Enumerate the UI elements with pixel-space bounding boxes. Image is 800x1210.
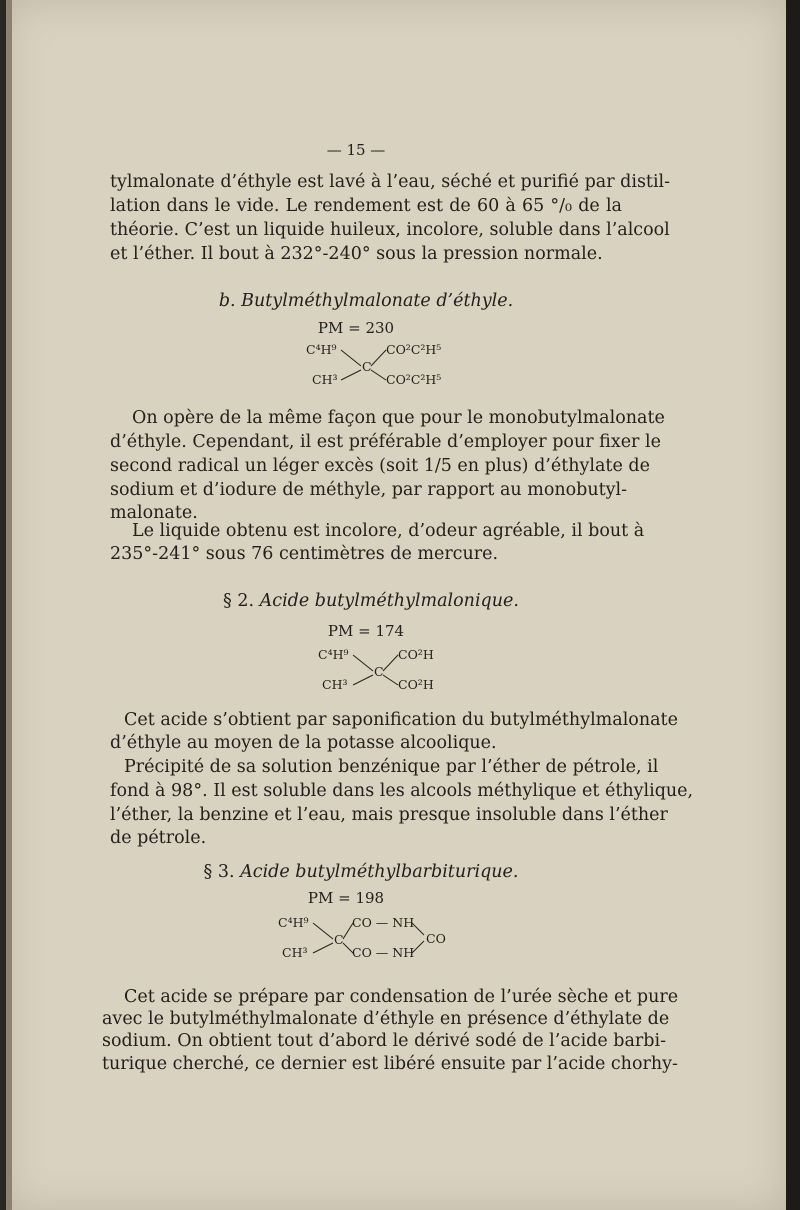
section-2-title-text: Acide butylméthylmalonique. (259, 591, 519, 611)
section-2-title (206, 591, 536, 611)
intro-line-3: théorie. C’est un liquide huileux, incolore, soluble dans l’alcool (110, 220, 670, 240)
section-3-p1-line-1: Cet acide se prépare par condensation de l’urée sèche et pure (124, 987, 679, 1007)
section-b-p1-line-4: sodium et d’iodure de méthyle, par rapport au monobutyl- (110, 480, 628, 500)
section-2-p1-line-1: Cet acide s’obtient par saponification du butylméthylmalonate (124, 710, 678, 730)
section-3-title-text: Acide butylméthylbarbiturique. (240, 862, 519, 882)
page-left-edge (6, 0, 12, 1210)
book-page (6, 0, 786, 1210)
section-b-p1-line-1: On opère de la même façon que pour le monobutylmalonate (132, 408, 665, 428)
formula-right-bottom: CO²H (398, 677, 434, 692)
formula-left-bottom: CH³ (282, 945, 308, 960)
section-b-p1-line-3: second radical un léger excès (soit 1/5 en plus) d’éthylate de (110, 456, 650, 476)
intro-line-4: et l’éther. Il bout à 232°-240° sous la pression normale. (110, 244, 603, 264)
section-b-p1-line-5: malonate. (110, 503, 198, 523)
section-b-p2-line-1: Le liquide obtenu est incolore, d’odeur agréable, il bout à (132, 521, 645, 541)
section-b-p1-line-2: d’éthyle. Cependant, il est préférable d’employer pour fixer le (110, 432, 661, 452)
section-b-title: b. Butylméthylmalonate d’éthyle. (218, 291, 514, 311)
section-3-p1-line-3: sodium. On obtient tout d’abord le dérivé sodé de l’acide barbi- (102, 1031, 667, 1051)
section-2-p2-line-4: de pétrole. (110, 828, 207, 848)
formula-left-bottom: CH³ (312, 372, 338, 387)
section-b-pm: PM = 230 (317, 319, 395, 337)
formula-right-top: CO²H (398, 647, 434, 662)
formula-right-bottom: CO — NH (352, 945, 415, 960)
section-b-p2-line-2: 235°-241° sous 76 centimètres de mercure. (110, 544, 499, 564)
section-2-p1-line-2: d’éthyle au moyen de la potasse alcoolique. (110, 733, 497, 753)
section-2-title-prefix: § 2. (223, 591, 255, 611)
section-2-pm: PM = 174 (327, 622, 405, 640)
formula-left-top: C⁴H⁹ (278, 915, 309, 930)
section-2-p2-line-2: fond à 98°. Il est soluble dans les alcools méthylique et éthylique, (110, 781, 694, 801)
section-3-title-prefix: § 3. (203, 862, 235, 882)
page-number: — 15 — (326, 141, 386, 159)
section-3-title (196, 862, 526, 882)
formula-center: C (374, 664, 384, 679)
page-right-edge (786, 0, 800, 1210)
intro-line-2: lation dans le vide. Le rendement est de 60 à 65 °/₀ de la (110, 196, 622, 216)
formula-left-bottom: CH³ (322, 677, 348, 692)
formula-right-top: CO²C²H⁵ (386, 342, 442, 357)
formula-right-bottom: CO²C²H⁵ (386, 372, 442, 387)
formula-center: C (362, 359, 372, 374)
section-2-p2-line-3: l’éther, la benzine et l’eau, mais presque insoluble dans l’éther (110, 805, 668, 825)
formula-right-top: CO — NH (352, 915, 415, 930)
formula-far-right: CO (426, 931, 446, 946)
section-3-p1-line-2: avec le butylméthylmalonate d’éthyle en présence d’éthylate de (102, 1009, 670, 1029)
formula-left-top: C⁴H⁹ (318, 647, 349, 662)
formula-left-top: C⁴H⁹ (306, 342, 337, 357)
section-3-formula (278, 913, 458, 963)
section-2-p2-line-1: Précipité de sa solution benzénique par l’éther de pétrole, il (124, 757, 659, 777)
section-2-formula (318, 645, 458, 695)
section-b-formula (306, 340, 466, 390)
formula-center: C (334, 932, 344, 947)
section-3-pm: PM = 198 (307, 889, 385, 907)
intro-line-1: tylmalonate d’éthyle est lavé à l’eau, séché et purifié par distil- (110, 172, 671, 192)
section-3-p1-line-4: turique cherché, ce dernier est libéré ensuite par l’acide chorhy- (102, 1054, 678, 1074)
